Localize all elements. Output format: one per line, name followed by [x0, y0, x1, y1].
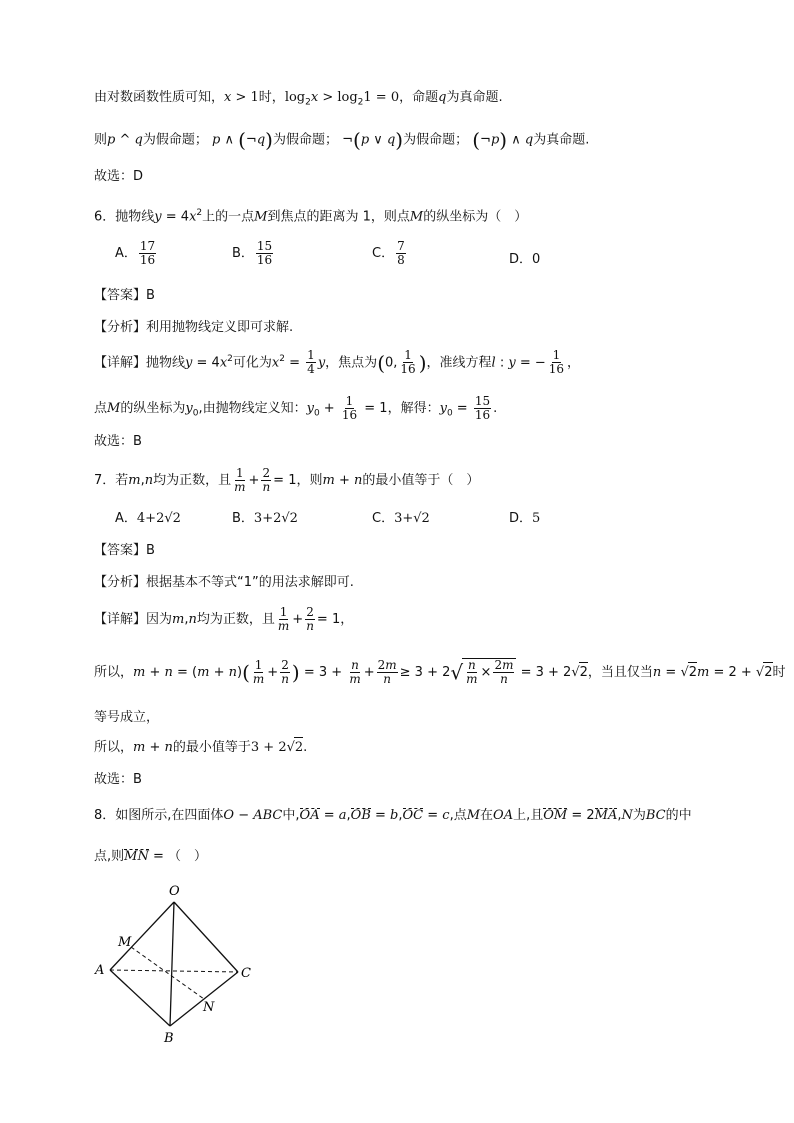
text: D． [509, 511, 533, 526]
label-c: C [241, 966, 251, 981]
text: B [146, 288, 155, 303]
edge-ac-hidden [110, 970, 238, 972]
text: ，解得： [387, 401, 440, 416]
q7-option-d [509, 507, 540, 526]
text: 利用抛物线定义即可求解. [146, 320, 294, 335]
segment-mn-hidden [131, 947, 204, 999]
text: ，焦点为 [325, 355, 378, 371]
edge-ab [110, 970, 170, 1026]
text: 16 [139, 253, 156, 267]
text: 时， [258, 90, 285, 105]
text: 5 [532, 511, 541, 526]
text: A． [115, 246, 137, 261]
q7-option-a [115, 507, 181, 526]
q6-option-a [115, 240, 158, 267]
text: 3+2√2 [253, 511, 298, 526]
text: 为假命题； [403, 132, 469, 148]
text: B [146, 543, 155, 558]
text: 均为正数，且 [196, 612, 275, 627]
q7-eq-hold: 等号成立， [94, 710, 160, 725]
text: 8．如图所示,在四面体 [94, 808, 224, 823]
text: 7 [397, 239, 405, 253]
q6-answer [94, 286, 155, 306]
text: ，则 [296, 473, 323, 488]
q8-stem-2: 点,则MN = （ ） [94, 849, 208, 864]
q6-stem: 6．抛物线$y = 4x^2$上的一点M到焦点的距离为 1，则点M的纵坐标为（ ） [94, 208, 528, 225]
q7-answer [94, 541, 155, 561]
text: 点,则 [94, 849, 125, 864]
prev-answer: 故选：D [94, 169, 144, 184]
q6-detail-2: 点M的纵坐标为$y_0$,由抛物线定义知：$y_0$ + $\frac{1}{16}$ = 1，解得：$y_0$ = $\frac{15}{16}$ . [94, 394, 498, 422]
text: B． [232, 511, 254, 526]
text: 15 [256, 239, 273, 253]
text: 为假命题； [142, 132, 208, 148]
detail-tag: 【详解】 [94, 355, 147, 371]
analysis-tag: 【分析】 [94, 320, 147, 335]
text: 可化为 [232, 355, 272, 371]
text: 所以， [94, 740, 134, 755]
text: （ ） [168, 849, 208, 864]
text: 则 [94, 132, 108, 148]
q7-option-b [232, 507, 298, 526]
text: 的中 [665, 808, 692, 823]
text: ，准线方程 [426, 355, 492, 371]
q7-stem: 7．若m,n均为正数，且 $\frac{1}{m}$ + $\frac{2}{n}$ = 1，则m + n的最小值等于（ ） [94, 466, 480, 494]
q7-detail: 【详解】因为m,n均为正数，且 $\frac{1}{m}$ + $\frac{2}{n}$ = 1， [94, 605, 354, 633]
text: 16 [256, 253, 273, 267]
q7-final: 故选：B [94, 772, 142, 787]
text: 在 [480, 808, 494, 823]
text: C． [372, 511, 395, 526]
text: 8 [397, 253, 405, 267]
q7-so-2: 所以，m + n的最小值等于3 + 2√2. [94, 737, 307, 758]
text: 为真命题. [446, 90, 503, 105]
text: ,点 [449, 808, 467, 823]
answer-tag: 【答案】 [94, 288, 147, 303]
label-a: A [95, 963, 105, 978]
text: 3+√2 [394, 511, 430, 526]
text: 为假命题； [272, 132, 338, 148]
text: 的最小值等于（ ） [362, 473, 480, 488]
text: D． [509, 252, 533, 267]
q7-option-c [372, 507, 430, 526]
text: 0 [532, 252, 541, 267]
text: 根据基本不等式“1”的用法求解即可. [146, 575, 354, 590]
text: 7．若 [94, 473, 129, 488]
q8-stem: 8．如图所示,在四面体O − ABC中,OA = a,OB = b,OC = c,点M在OA上,且OM = 2MA,N为BC的中 [94, 808, 692, 823]
q7-so-1: 所以，m + n = (m + n)( $\frac{1}{m}$ + $\frac{2}{n}$ ) = 3 + $\frac{n}{m}$ + $\frac{2m}{n}$ ≥ 3 + 2√ $\frac{n}{m}$ × $\frac{2m}{n}$ = 3 + 2√2，当且仅当n = √2m = 2 + √2时 [94, 658, 786, 686]
q6-option-d [509, 248, 540, 267]
edge-ob [170, 902, 174, 1026]
text: 抛物线 [146, 355, 186, 371]
text: 上的一点 [202, 209, 255, 225]
q6-analysis [94, 318, 293, 338]
tetrahedron-figure [92, 880, 272, 1050]
text: 为真命题. [533, 132, 590, 148]
text: 时 [772, 665, 786, 680]
text: 的纵坐标为（ ） [423, 209, 528, 225]
text: ，当且仅当 [587, 665, 653, 680]
text: 因为 [146, 612, 173, 627]
text: 6．抛物线 [94, 209, 155, 225]
text: B． [232, 246, 254, 261]
text: 的纵坐标为 [120, 401, 186, 416]
text: 的最小值等于 [172, 740, 251, 755]
q7-analysis [94, 573, 354, 593]
label-o: O [169, 884, 180, 899]
q6-detail-1: 【详解】抛物线$y = 4x^2$可化为$x^2$ = $\frac{1}{4}$ y，焦点为(0, $\frac{1}{16}$ )，准线方程l : y = − $\frac{1}{16}$ ， [94, 348, 581, 377]
label-n: N [203, 1000, 215, 1015]
analysis-tag: 【分析】 [94, 575, 147, 590]
text: ， [567, 355, 581, 371]
q6-final: 故选：B [94, 434, 142, 449]
text: 4+2√2 [136, 511, 181, 526]
text: 到焦点的距离为 1，则点 [267, 209, 410, 225]
text: 由对数函数性质可知， [94, 90, 225, 105]
text: 17 [139, 239, 156, 253]
prev-line-1: 由对数函数性质可知，x > 1时，$\log_2x > \log_21 = 0$，命题q为真命题. [94, 90, 503, 108]
text: ，命题 [399, 90, 439, 105]
q6-option-b [232, 240, 275, 267]
text: ,由抛物线定义知： [198, 401, 307, 416]
answer-tag: 【答案】 [94, 543, 147, 558]
detail-tag: 【详解】 [94, 612, 147, 627]
label-b: B [164, 1031, 174, 1046]
text: 均为正数，且 [153, 473, 232, 488]
edge-oc [174, 902, 238, 972]
text: ， [340, 612, 354, 627]
prev-line-2: 则p ^ q为假命题； p ∧ (¬q)为假命题； ¬(p ∨ q)为假命题； (¬p) ∧ q为真命题. [94, 128, 590, 152]
text: 中, [282, 808, 300, 823]
text: A． [115, 511, 137, 526]
label-m: M [118, 935, 132, 950]
text: 为 [632, 808, 646, 823]
text: 上,且 [513, 808, 544, 823]
q6-option-c [372, 240, 408, 267]
text: C． [372, 246, 395, 261]
text: 点 [94, 401, 108, 416]
text: 所以， [94, 665, 134, 680]
